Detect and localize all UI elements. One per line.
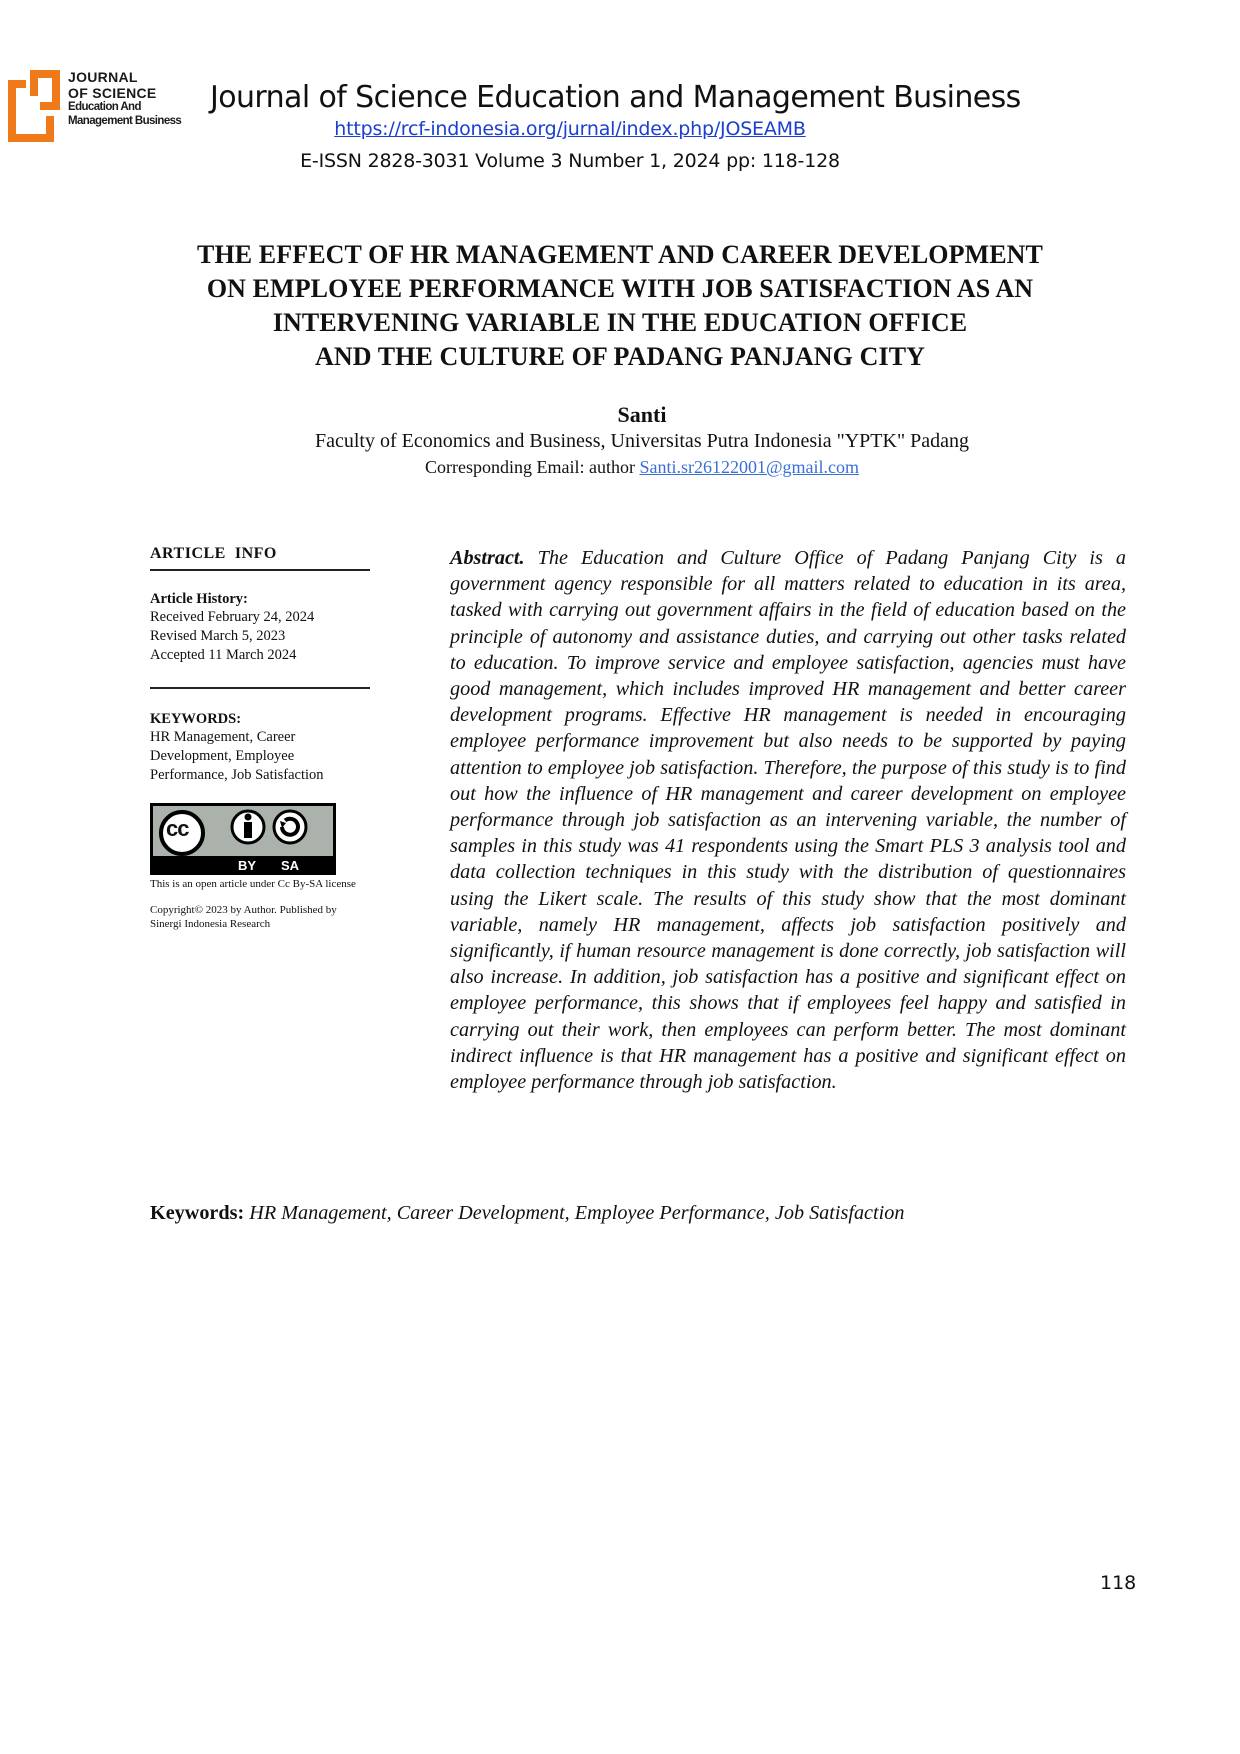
article-info-panel: [150, 545, 370, 931]
cc-by-sa-badge: [150, 803, 336, 875]
corresponding-email-label: Corresponding Email: author: [424, 457, 640, 477]
logo-text-line: Management Business: [68, 115, 182, 127]
author-affiliation: Faculty of Economics and Business, Universitas Putra Indonesia "YPTK" Padang: [314, 430, 969, 452]
abstract-text: The Education and Culture Office of Padang Panjang City is a government agency responsible for all matters related to education in its area, tasked with carrying out government affairs in the field of education based on the principle of autonomy and assistance duties, and carrying out other tasks related to education. To improve service and employee satisfaction, agencies must have good management, which includes improved HR management and better career development programs. Effective HR management is needed in encouraging employee performance improvement but also needs to be supported by paying attention to employee job satisfaction. Therefore, the purpose of this study is to find out how the influence of HR management and career development on employee performance through job satisfaction as an intervening variable, the number of samples in this study was 41 respondents using the Smart PLS 3 analysis tool and data collection techniques in this study with the distribution of questionnaires using the Likert scale. The results of this study show that the most dominant variable, namely HR management, affects job satisfaction positively and significantly, if human resource management is done correctly, job satisfaction will also increase. In addition, job satisfaction has a positive and significant effect on employee performance, this shows that if employees feel happy and satisfied in carrying out their work, then employees can perform better. The most dominant indirect influence is that HR management has a positive and significant effect on employee performance through job satisfaction.: [450, 547, 1126, 1094]
paper-title-line: INTERVENING VARIABLE IN THE EDUCATION OFFICE: [272, 308, 968, 337]
accepted-date: Accepted 11 March 2024: [150, 647, 297, 663]
abstract: [450, 545, 1126, 1095]
keywords-label: KEYWORDS:: [150, 711, 242, 727]
author-name: Santi: [617, 402, 667, 427]
paper-title: [130, 238, 1110, 374]
cc-by-label: BY: [238, 858, 257, 873]
page-number: 118: [1100, 1572, 1137, 1594]
license-note: This is an open article under Cc By-SA license: [150, 878, 356, 890]
cc-label: cc: [166, 816, 189, 841]
journal-url-link[interactable]: https://rcf-indonesia.org/jurnal/index.php/JOSEAMB: [334, 118, 806, 140]
journal-title: Journal of Science Education and Management Business: [210, 80, 1021, 115]
divider: [150, 687, 370, 689]
copyright-note: Copyright© 2023 by Author. Published by Sinergi Indonesia Research: [150, 904, 337, 930]
corresponding-email: [0, 457, 1240, 478]
logo-text-line: Education And: [68, 101, 141, 113]
abstract-label: Abstract.: [450, 547, 525, 569]
keywords-line: [150, 1202, 1140, 1225]
issn-volume-line: E-ISSN 2828-3031 Volume 3 Number 1, 2024 pp: 118-128: [300, 150, 840, 172]
keywords-line-value: HR Management, Career Development, Employee Performance, Job Satisfaction: [249, 1202, 905, 1224]
received-date: Received February 24, 2024: [150, 609, 315, 625]
paper-title-line: ON EMPLOYEE PERFORMANCE WITH JOB SATISFACTION AS AN: [206, 274, 1034, 303]
keywords-list: HR Management, Career Development, Employee Performance, Job Satisfaction: [150, 729, 324, 783]
keywords-line-label: Keywords:: [150, 1202, 245, 1224]
cc-sa-label: SA: [281, 858, 300, 873]
logo-text-line: JOURNAL: [68, 69, 138, 85]
paper-title-line: THE EFFECT OF HR MANAGEMENT AND CAREER DEVELOPMENT: [197, 240, 1043, 269]
paper-title-line: AND THE CULTURE OF PADANG PANJANG CITY: [314, 342, 926, 371]
author-email-link[interactable]: Santi.sr26122001@gmail.com: [639, 457, 860, 477]
article-history-label: Article History:: [150, 591, 248, 607]
article-info-heading: ARTICLE INFO: [150, 545, 277, 562]
revised-date: Revised March 5, 2023: [150, 628, 286, 644]
divider: [150, 569, 370, 571]
logo-text-line: OF SCIENCE: [68, 85, 157, 101]
